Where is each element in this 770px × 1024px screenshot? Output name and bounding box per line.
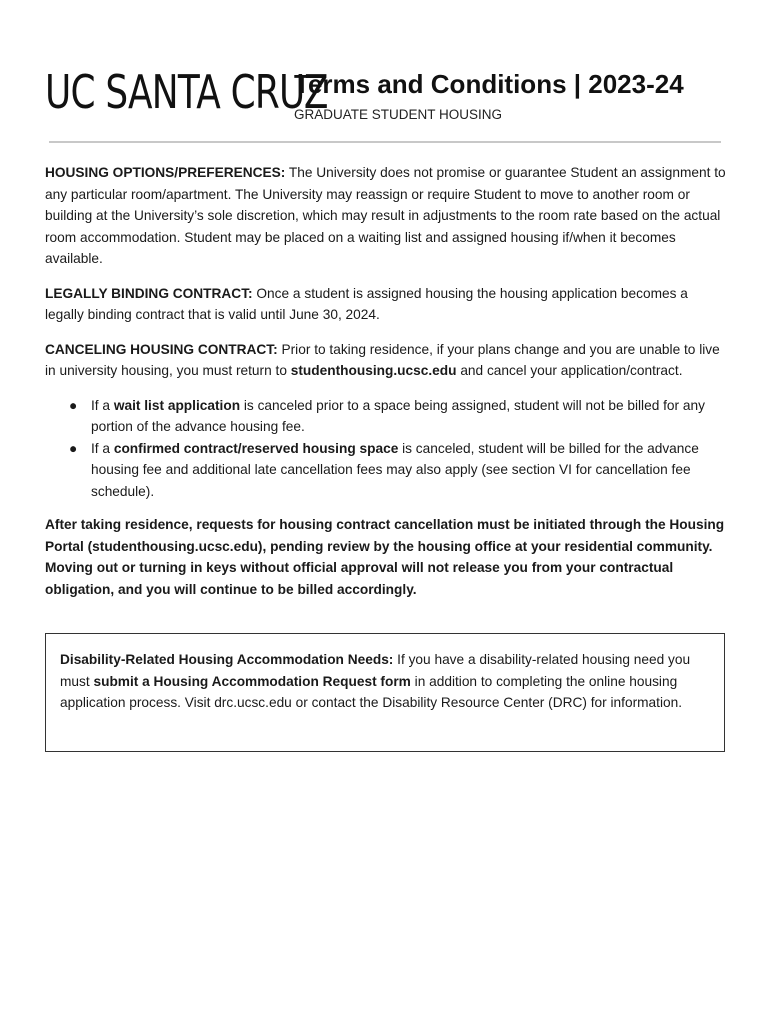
- section-text: Prior to taking residence, if your plans change and you are unable to live in university housing, you must return to: [45, 341, 720, 378]
- notice-emphasis: submit a Housing Accommodation Request form: [93, 673, 411, 689]
- bullet-icon: ●: [69, 397, 78, 413]
- section-heading: LEGALLY BINDING CONTRACT:: [45, 285, 253, 301]
- bullet-emphasis: wait list application: [113, 397, 241, 413]
- document-title: Terms and Conditions | 2023-24: [294, 69, 684, 99]
- bullet-emphasis: confirmed contract/reserved housing space: [113, 440, 399, 456]
- section-canceling-contract: [45, 339, 727, 382]
- bullet-prefix: If a: [91, 440, 114, 456]
- bullet-text: is canceled prior to a space being assigned, student will not be billed for any portion of the advance housing fee.: [91, 397, 705, 434]
- after-residence-text: After taking residence, requests for housing contract cancellation must be initiated through the Housing Portal (studenthousing.ucsc.edu), pending review by the housing office at your residential community. Moving out or turning in keys without official approval will not release you from your contractual obligation, and you will continue to be billed accordingly.: [45, 517, 725, 597]
- section-text: The University does not promise or guarantee Student an assignment to any particular room/apartment. The University may reassign or require Student to move to another room or building at the University’s sole discretion, which may result in adjustments to the room rate based on the actual room accommodation. Student may be placed on a waiting list and assigned housing if/when it becomes available.: [45, 165, 726, 266]
- housing-portal-link[interactable]: studenthousing.ucsc.edu: [290, 363, 457, 378]
- notice-text: If you have a disability-related housing need you must: [60, 652, 691, 689]
- header-divider: [49, 141, 721, 143]
- section-heading: HOUSING OPTIONS/PREFERENCES:: [45, 165, 286, 180]
- title-block: [294, 68, 684, 123]
- section-text: and cancel your application/contract.: [456, 363, 683, 378]
- section-legally-binding: [45, 283, 727, 326]
- list-item: [69, 438, 727, 503]
- uc-santa-cruz-logo: UC SANTA CRUZ: [45, 65, 328, 119]
- disability-notice-box: [45, 633, 725, 752]
- list-item: [69, 395, 727, 438]
- section-housing-options: [45, 162, 727, 270]
- bullet-prefix: If a: [91, 397, 114, 413]
- notice-text: in addition to completing the online housing application process. Visit drc.ucsc.edu or contact the Disability Resource Center (DRC) for information.: [60, 673, 683, 710]
- bullet-text: is canceled, student will be billed for the advance housing fee and additional late cancellation fees may also apply (see section VI for cancellation fee schedule).: [91, 440, 699, 499]
- cancellation-bullets: [45, 395, 727, 503]
- document-body: [45, 162, 727, 613]
- page-header: [45, 64, 725, 128]
- bullet-icon: ●: [69, 440, 78, 456]
- document-subtitle: GRADUATE STUDENT HOUSING: [294, 107, 503, 122]
- notice-heading: Disability-Related Housing Accommodation Needs:: [60, 652, 394, 667]
- section-text: Once a student is assigned housing the housing application becomes a legally binding contract that is valid until June 30, 2024.: [45, 285, 688, 322]
- section-heading: CANCELING HOUSING CONTRACT:: [45, 341, 278, 357]
- section-after-residence: [45, 514, 727, 600]
